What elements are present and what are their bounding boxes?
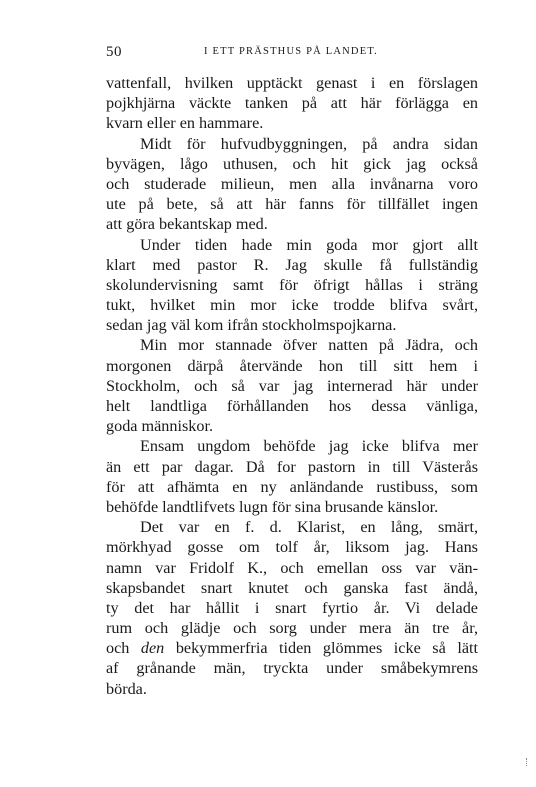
running-title: I ETT PRÄSTHUS PÅ LANDET. bbox=[204, 46, 378, 57]
text-line: Stockholm, och så var jag internerad här under bbox=[106, 376, 478, 395]
text-line: Under tiden hade min goda mor gjort allt bbox=[140, 235, 478, 254]
text-line: ty det har hållit i snart fyrtio år. Vi delade bbox=[106, 598, 478, 617]
text-line: kvarn eller en hammare. bbox=[106, 114, 264, 133]
text-line: morgonen därpå återvände hon till sitt hem i bbox=[106, 356, 478, 375]
text-line: mörkhyad gosse om tolf år, liksom jag. Hans bbox=[106, 538, 478, 557]
running-head bbox=[106, 44, 478, 62]
text-line: af grånande män, tryckta under småbekymrens bbox=[106, 659, 478, 678]
text-line: ute på bete, så att här fanns för tillfället ingen bbox=[106, 195, 478, 214]
text-line: Min mor stannade öfver natten på Jädra, och bbox=[140, 336, 478, 355]
text-line: helt landtliga förhållanden hos dessa vänliga, bbox=[106, 397, 478, 415]
text-line: än ett par dagar. Då for pastorn in till Västerås bbox=[106, 457, 478, 476]
page-number: 50 bbox=[106, 44, 122, 60]
text-line: tukt, hvilket min mor icke trodde blifva svårt, bbox=[106, 296, 478, 315]
text-line: namn var Fridolf K., och emellan oss var vän- bbox=[106, 558, 478, 577]
text-line: sedan jag väl kom ifrån stockholmspojkarna. bbox=[106, 316, 397, 335]
text-line: Ensam ungdom behöfde jag icke blifva mer bbox=[140, 437, 478, 456]
text-line: klart med pastor R. Jag skulle få fullständig bbox=[106, 255, 478, 274]
text-line: skolundervisning samt för öfrigt hållas i sträng bbox=[106, 275, 478, 294]
text-line: goda människor. bbox=[106, 417, 214, 436]
body-text bbox=[106, 73, 478, 699]
text-line: Midt för hufvudbyggningen, på andra sidan bbox=[140, 134, 478, 153]
text-line: börda. bbox=[106, 679, 147, 698]
text-line: skapsbandet snart knutet och ganska fast ändå, bbox=[106, 578, 478, 597]
text-line: pojkhjärna väckte tanken på att här förlägga en bbox=[106, 94, 478, 113]
text-line: att göra bekantskap med. bbox=[106, 215, 268, 234]
text-line: rum och glädje och sorg under mera än tre år, bbox=[106, 619, 478, 638]
text-line: vattenfall, hvilken upptäckt genast i en förslagen bbox=[106, 74, 478, 92]
text-line: och studerade milieun, men alla invånarna voro bbox=[106, 174, 478, 193]
text-line: behöfde landtlifvets lugn för sina brusande känslor. bbox=[106, 497, 439, 516]
scan-edge-mark bbox=[526, 758, 528, 766]
text-line: för att afhämta en ny anländande rustibuss, som bbox=[106, 477, 478, 496]
text-line: och den bekymmerfria tiden glömmes icke så lätt bbox=[106, 639, 478, 658]
text-line: Det var en f. d. Klarist, en lång, smärt, bbox=[140, 518, 478, 537]
text-line: byvägen, lågo uthusen, och hit gick jag också bbox=[106, 154, 478, 173]
emphasized-word: den bbox=[140, 639, 165, 658]
